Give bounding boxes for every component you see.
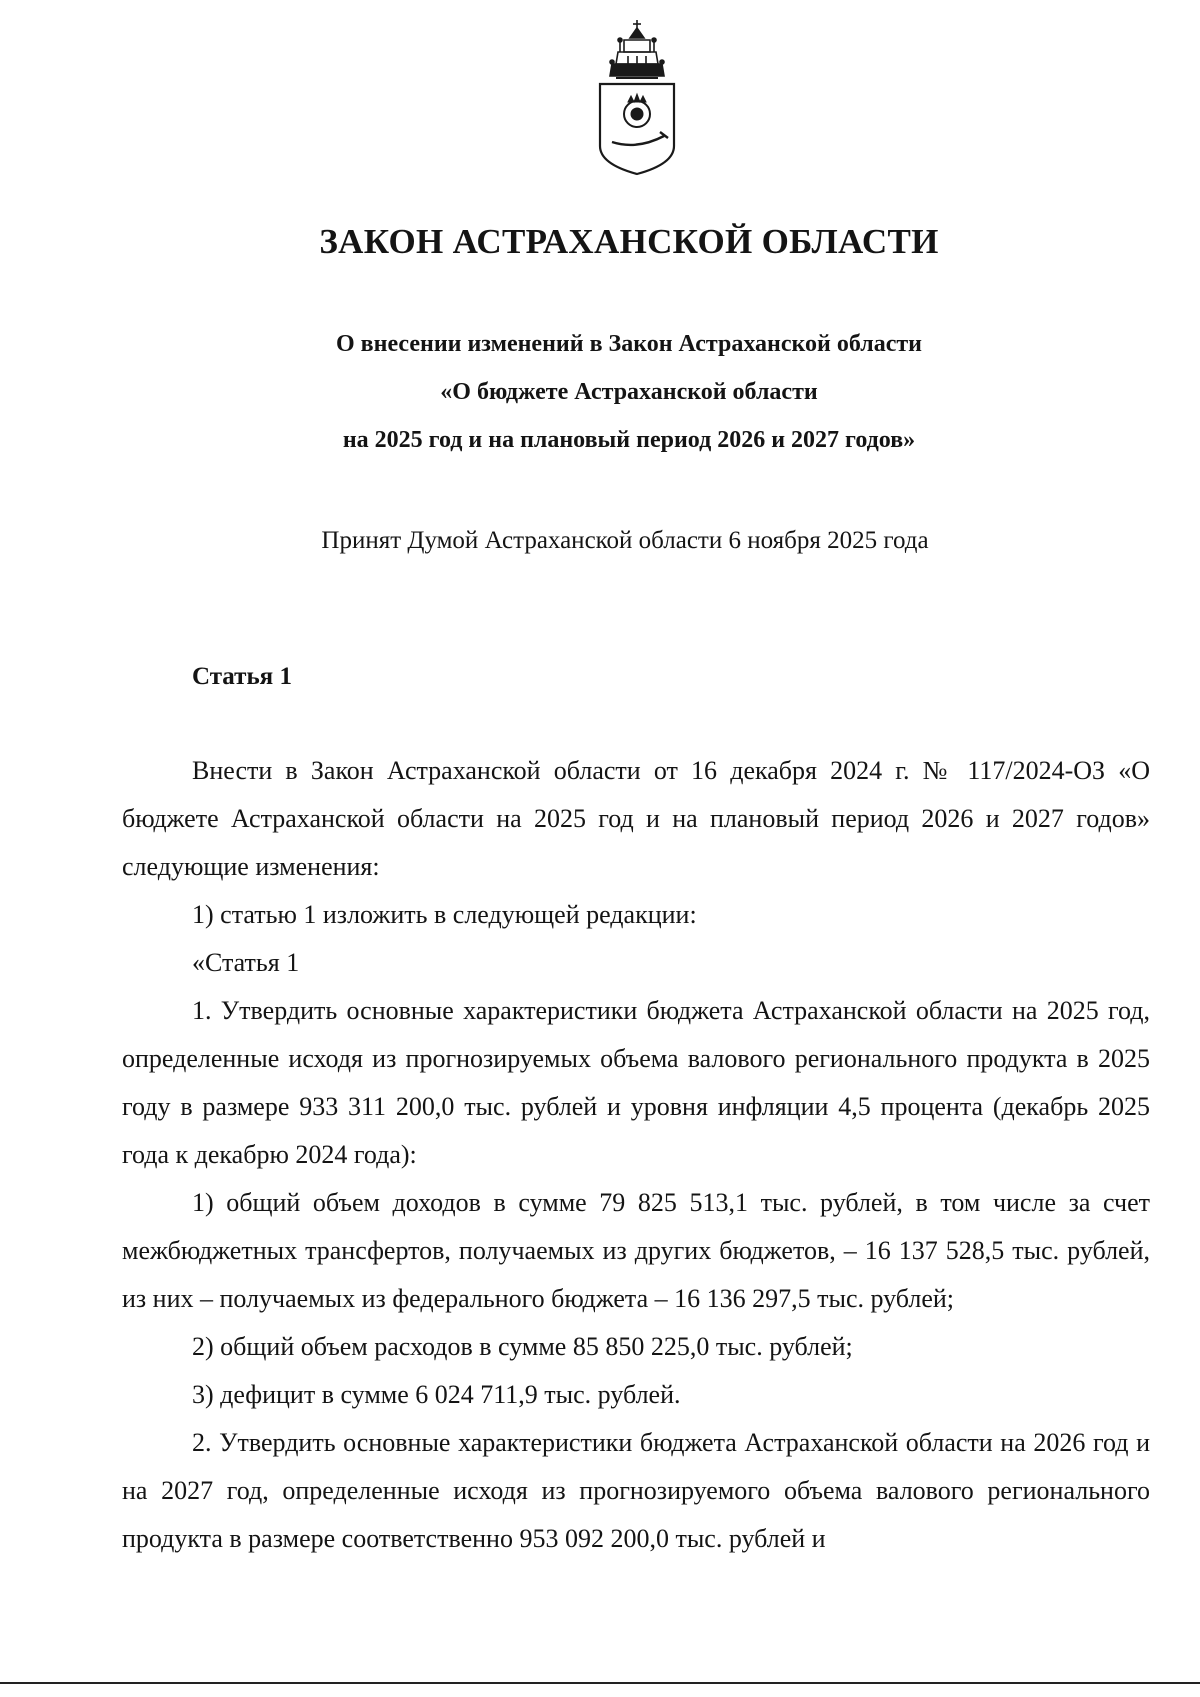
paragraph: 1) общий объем доходов в сумме 79 825 513,1 тыс. рублей, в том числе за счет межбюджетных трансфертов, получаемых из других бюджетов, – 16 137 528,5 тыс. рублей, из них – получаемых из федерального бюджета – 16 136 297,5 тыс. рублей; — [122, 1188, 1150, 1313]
paragraph: 2) общий объем расходов в сумме 85 850 225,0 тыс. рублей; — [192, 1332, 853, 1361]
paragraph: «Статья 1 — [192, 948, 300, 977]
paragraph: 3) дефицит в сумме 6 024 711,9 тыс. рублей. — [192, 1380, 681, 1409]
article-heading: Статья 1 — [192, 663, 292, 690]
adoption-statement: Принят Думой Астраханской области 6 ноября 2025 года — [321, 527, 929, 554]
document-body — [122, 747, 1150, 1563]
document-subtitle — [0, 320, 1200, 464]
coat-of-arms-icon — [590, 18, 684, 176]
subtitle-line: на 2025 год и на плановый период 2026 и 2027 годов» — [342, 427, 916, 453]
bottom-divider — [0, 1682, 1200, 1684]
subtitle-line: «О бюджете Астраханской области — [440, 379, 818, 405]
paragraph: 1. Утвердить основные характеристики бюджета Астраханской области на 2025 год, определенные исходя из прогнозируемых объема валового регионального продукта в 2025 году в размере 933 311 200,0 тыс. рублей и уровня инфляции 4,5 процента (декабрь 2025 года к декабрю 2024 года): — [122, 996, 1150, 1169]
subtitle-line: О внесении изменений в Закон Астраханской области — [335, 331, 922, 357]
paragraph: 2. Утвердить основные характеристики бюджета Астраханской области на 2026 год и на 2027 год, определенные исходя из прогнозируемого объема валового регионального продукта в размере соответственно 953 092 200,0 тыс. рублей и — [122, 1428, 1150, 1553]
paragraph: Внести в Закон Астраханской области от 16 декабря 2024 г. № 117/2024-ОЗ «О бюджете Астраханской области на 2025 год и на плановый период 2026 и 2027 годов» следующие изменения: — [122, 756, 1150, 881]
paragraph: 1) статью 1 изложить в следующей редакции: — [192, 900, 697, 929]
document-title: ЗАКОН АСТРАХАНСКОЙ ОБЛАСТИ — [319, 222, 939, 261]
